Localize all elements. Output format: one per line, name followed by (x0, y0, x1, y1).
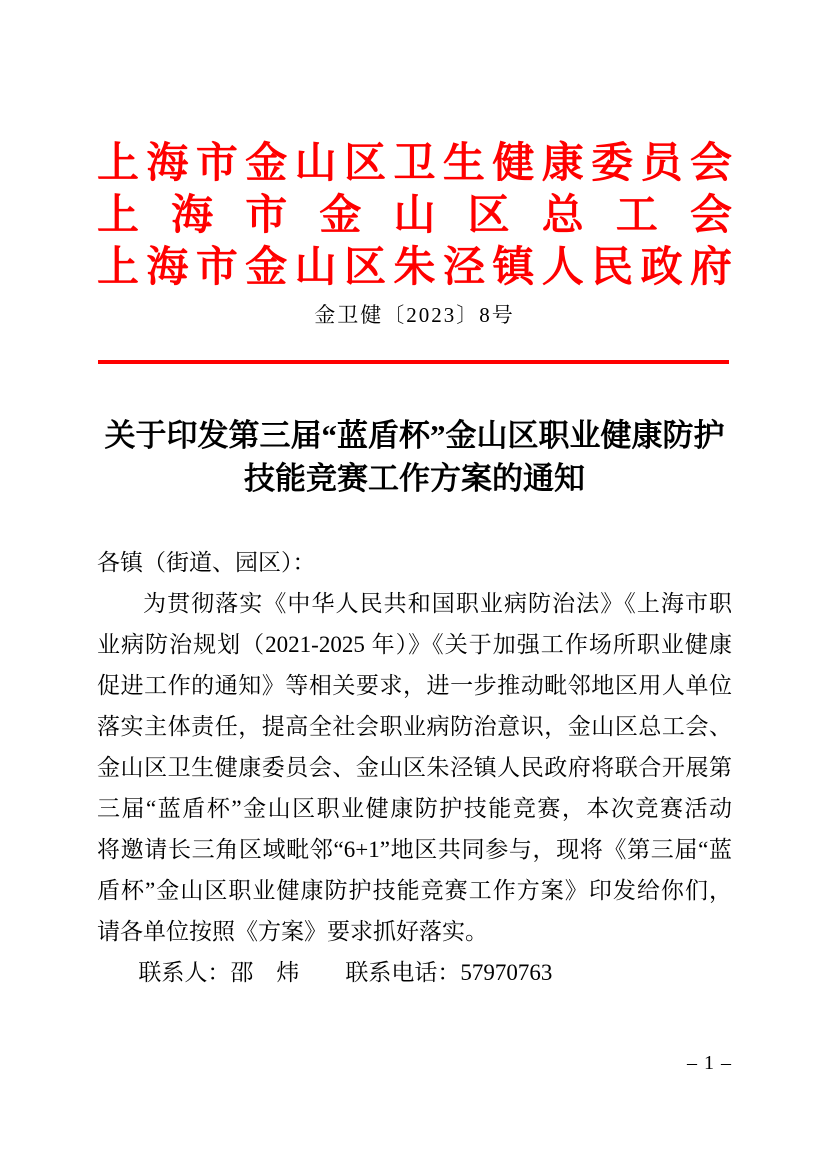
body-line: 将邀请长三角区域毗邻“6+1”地区共同参与，现将《第三届“蓝 (97, 837, 732, 862)
contact-line: 联系人：邵 炜 联系电话：57970763 (138, 960, 553, 985)
body-line: 三届“蓝盾杯”金山区职业健康防护技能竞赛，本次竞赛活动 (97, 796, 732, 821)
document-title-line-1: 关于印发第三届“蓝盾杯”金山区职业健康防护 (104, 418, 725, 453)
body-line: 业病防治规划（2021-2025 年）》《关于加强工作场所职业健康 (97, 632, 732, 657)
body-line: 促进工作的通知》等相关要求，进一步推动毗邻地区用人单位 (97, 673, 732, 698)
salutation-line: 各镇（街道、园区）： (97, 550, 316, 575)
doc-number: 金卫健〔2023〕8号 (314, 303, 515, 327)
org-name-line-2: 上海市金山区总工会 (97, 193, 732, 239)
red-divider-line (98, 360, 729, 364)
body-line: 盾杯”金山区职业健康防护技能竞赛工作方案》印发给你们， (97, 878, 732, 903)
body-line: 请各单位按照《方案》要求抓好落实。 (97, 919, 488, 944)
document-body (97, 542, 732, 993)
document-title-line-2: 技能竞赛工作方案的通知 (244, 461, 585, 496)
org-header (97, 138, 732, 294)
org-name-line-3: 上海市金山区朱泾镇人民政府 (97, 245, 732, 291)
body-line: 金山区卫生健康委员会、金山区朱泾镇人民政府将联合开展第 (97, 755, 732, 780)
org-name-line-1: 上海市金山区卫生健康委员会 (97, 141, 732, 187)
body-line: 为贯彻落实《中华人民共和国职业病防治法》《上海市职 (143, 591, 732, 616)
body-line: 落实主体责任，提高全社会职业病防治意识，金山区总工会、 (97, 714, 732, 739)
document-title (97, 414, 732, 500)
page-number: – 1 – (687, 1052, 732, 1074)
